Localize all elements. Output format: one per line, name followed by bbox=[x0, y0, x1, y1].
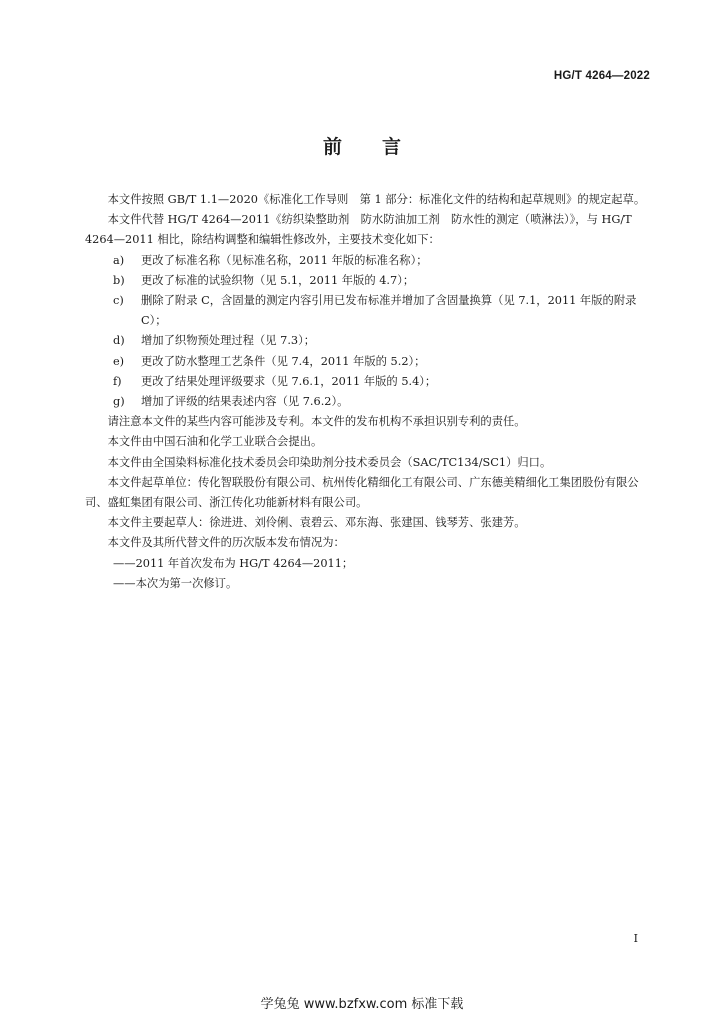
list-item bbox=[85, 372, 652, 392]
list-item-label: d) bbox=[113, 334, 125, 348]
paragraph-patent-notice: 请注意本文件的某些内容可能涉及专利。本文件的发布机构不承担识别专利的责任。 bbox=[107, 415, 526, 429]
paragraph-replacement: 本文件代替 HG/T 4264—2011《纺织染整助剂 防水防油加工剂 防水性的测定（喷淋法）》，与 HG/T 4264—2011 相比，除结构调整和编辑性修改外，主要技术变化如下： bbox=[85, 213, 632, 247]
list-item bbox=[85, 271, 652, 291]
list-item bbox=[85, 352, 652, 372]
list-item-label: g) bbox=[113, 395, 125, 409]
title-part-2: 言 bbox=[382, 136, 402, 158]
paragraph-drafting-units: 本文件起草单位：传化智联股份有限公司、杭州传化精细化工有限公司、广东德美精细化工集团股份有限公司、盛虹集团有限公司、浙江传化功能新材料有限公司。 bbox=[85, 475, 639, 510]
list-item-label: e) bbox=[113, 354, 125, 368]
list-item-text: 增加了织物预处理过程（见 7.3）； bbox=[141, 334, 316, 348]
list-item bbox=[85, 251, 652, 271]
paragraph-history-intro: 本文件及其所代替文件的历次版本发布情况为： bbox=[107, 536, 345, 550]
list-item-text: 更改了防水整理工艺条件（见 7.4，2011 年版的 5.2）； bbox=[141, 354, 426, 368]
document-code: HG/T 4264—2022 bbox=[553, 70, 650, 82]
document-body bbox=[85, 190, 652, 594]
paragraph-proposer: 本文件由中国石油和化学工业联合会提出。 bbox=[107, 435, 323, 449]
list-item-label: a) bbox=[113, 253, 125, 267]
list-item-label: b) bbox=[113, 273, 125, 287]
title-part-1: 前 bbox=[322, 136, 342, 158]
list-item-text: 更改了标准名称（见标准名称，2011 年版的标准名称）； bbox=[141, 253, 428, 267]
paragraph-drafting-rule: 本文件按照 GB/T 1.1—2020《标准化工作导则 第 1 部分：标准化文件的结构和起草规则》的规定起草。 bbox=[107, 193, 646, 206]
page-title bbox=[0, 132, 724, 159]
list-item-text: 删除了附录 C，含固量的测定内容引用已发布标准并增加了含固量换算（见 7.1，2011 年版的附录 C）； bbox=[141, 294, 637, 328]
list-item bbox=[85, 331, 652, 351]
history-item: ——2011 年首次发布为 HG/T 4264—2011； bbox=[113, 556, 354, 570]
list-item-label: c) bbox=[113, 294, 124, 308]
history-item: ——本次为第一次修订。 bbox=[113, 576, 238, 590]
list-item-text: 更改了标准的试验织物（见 5.1，2011 年版的 4.7）； bbox=[141, 273, 415, 287]
list-item bbox=[85, 392, 652, 412]
list-item-text: 更改了结果处理评级要求（见 7.6.1，2011 年版的 5.4）； bbox=[141, 374, 437, 388]
paragraph-drafters: 本文件主要起草人：徐进进、刘伶俐、袁碧云、邓东海、张建国、钱琴芳、张建芳。 bbox=[107, 516, 526, 530]
list-item-text: 增加了评级的结果表述内容（见 7.6.2）。 bbox=[141, 395, 349, 409]
paragraph-committee: 本文件由全国染料标准化技术委员会印染助剂分技术委员会（SAC/TC134/SC1）归口。 bbox=[107, 455, 552, 469]
list-item bbox=[85, 291, 652, 331]
list-item-label: f) bbox=[113, 374, 122, 388]
page-number: I bbox=[633, 932, 638, 945]
footer-watermark: 学兔兔 www.bzfxw.com 标准下载 bbox=[260, 997, 464, 1012]
